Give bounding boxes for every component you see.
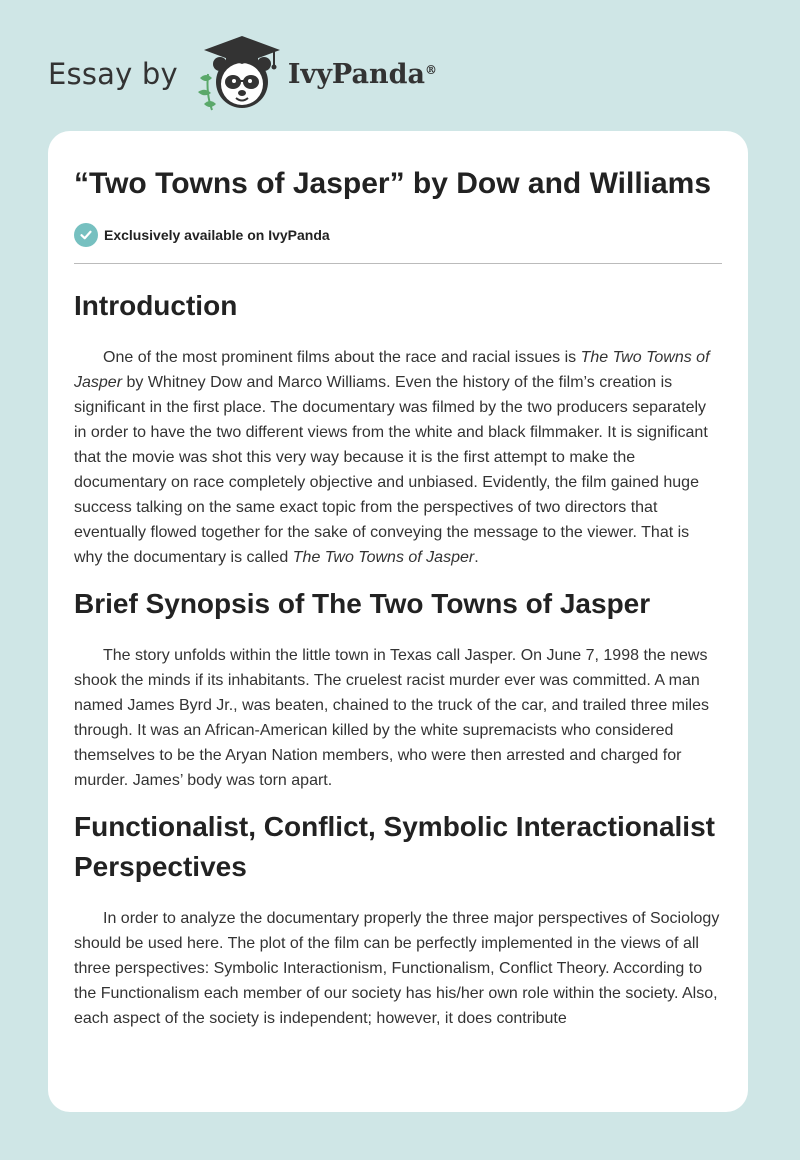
section-paragraph-synopsis: The story unfolds within the little town in Texas call Jasper. On June 7, 1998 the news shook the minds if its inhabitants. The cruelest racist murder ever was committed. A man named James Byrd Jr., was beaten, chained to the truck of the car, and trailed three miles through. It was an African-American killed by the white supremacists who considered themselves to be the Aryan Nation members, who were then arrested and charged for murder. James’ body was torn apart. bbox=[74, 647, 709, 789]
essay-card bbox=[48, 131, 748, 1112]
check-icon bbox=[74, 223, 98, 247]
essay-title: “Two Towns of Jasper” by Dow and Williams bbox=[74, 167, 712, 200]
section-heading-introduction: Introduction bbox=[74, 290, 238, 321]
registered-mark: ® bbox=[424, 62, 437, 77]
brand-name: IvyPanda® bbox=[287, 58, 437, 90]
section-paragraph-introduction: One of the most prominent films about the race and racial issues is The Two Towns of Jasper by Whitney Dow and Marco Williams. Even the history of the film’s creation is significant in the first place. The documentary was filmed by the two producers separately in order to have the two different views from the white and black filmmaker. It is significant that the movie was shot this very way because it is the first attempt to make the documentary on race completely objective and unbiased. Evidently, the film gained huge success talking on the same exact topic from the perspectives of two directors that eventually flowed together for the sake of conveying the message to the viewer. That is why the documentary is called The Two Towns of Jasper. bbox=[74, 349, 710, 566]
panda-logo-icon bbox=[196, 34, 282, 114]
section-heading-perspectives: Functionalist, Conflict, Symbolic Interactionalist Perspectives bbox=[74, 811, 715, 882]
ivypanda-logo-link[interactable] bbox=[196, 34, 437, 114]
divider bbox=[74, 263, 722, 264]
section-paragraph-perspectives: In order to analyze the documentary properly the three major perspectives of Sociology should be used here. The plot of the film can be perfectly implemented in the views of all three perspectives: Symbolic Interactionism, Functionalism, Conflict Theory. According to the Functionalism each member of our society has his/her own role within the society. Also, each aspect of the society is independent; however, it does contribute bbox=[74, 910, 720, 1027]
exclusive-label: Exclusively available on IvyPanda bbox=[104, 227, 330, 243]
site-header bbox=[48, 34, 748, 114]
section-heading-synopsis: Brief Synopsis of The Two Towns of Jasper bbox=[74, 588, 651, 619]
essay-by-label: Essay by bbox=[48, 57, 178, 91]
exclusive-badge bbox=[74, 221, 722, 249]
essay-content bbox=[74, 163, 722, 1031]
